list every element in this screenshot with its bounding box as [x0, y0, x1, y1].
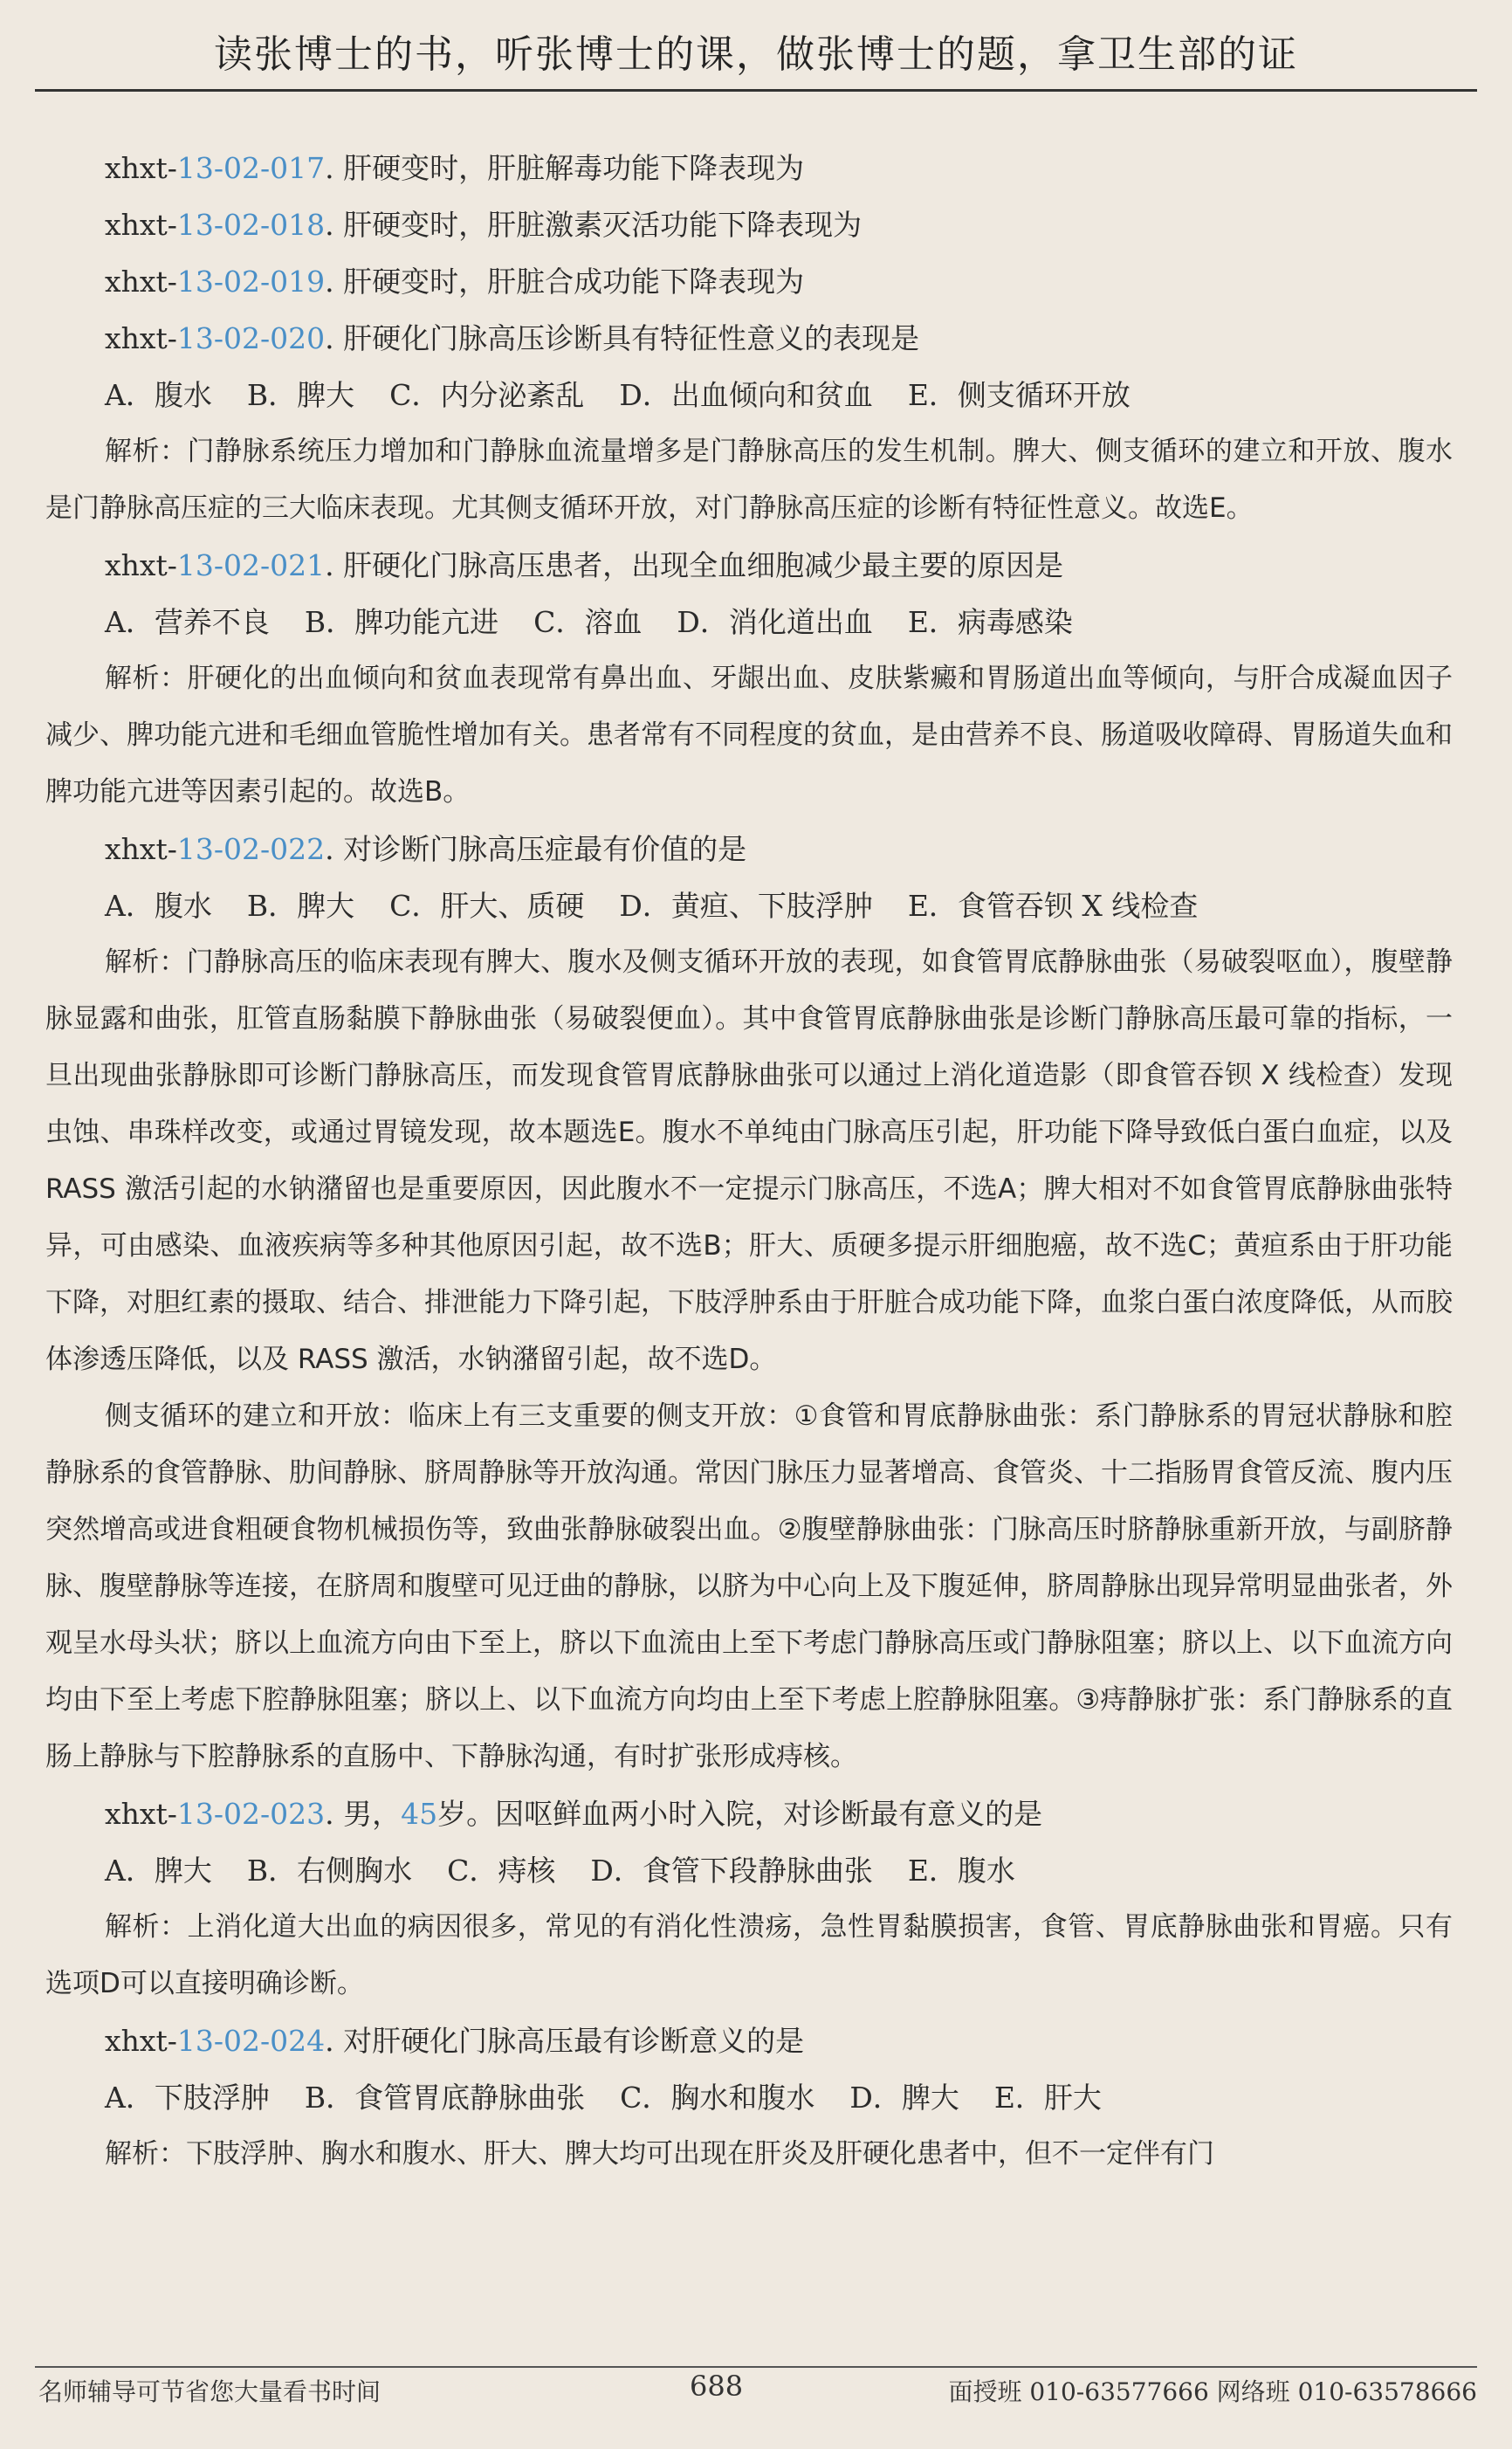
footer-slogan: 名师辅导可节省您大量看书时间 [38, 2377, 381, 2406]
question-id: xhxt- [105, 208, 177, 242]
question-number: 13-02-021 [176, 548, 326, 582]
question-id: xhxt- [105, 2024, 177, 2058]
question-number: 13-02-019 [176, 265, 326, 299]
question-id: xhxt- [105, 151, 177, 185]
question-text-rest: 岁。因呕鲜血两小时入院，对诊断最有意义的是 [437, 1797, 1043, 1831]
option-a: A．腹水 [105, 378, 212, 412]
question-id: xhxt- [105, 1797, 177, 1831]
option-a: A．腹水 [105, 889, 212, 923]
question-text: . 对诊断门脉高压症最有价值的是 [325, 832, 747, 866]
option-e: E．腹水 [907, 1854, 1015, 1888]
question-id: xhxt- [105, 321, 177, 355]
page-header: 读张博士的书，听张博士的课，做张博士的题，拿卫生部的证 [214, 32, 1298, 77]
option-b: B．右侧胸水 [246, 1854, 413, 1888]
question-018 [45, 196, 1453, 253]
option-e: E．肝大 [993, 2081, 1102, 2115]
question-021 [45, 537, 1453, 594]
option-c: C．胸水和腹水 [620, 2081, 815, 2115]
question-number: 13-02-017 [176, 151, 326, 185]
header-divider [35, 89, 1477, 92]
option-b: B．食管胃底静脉曲张 [304, 2081, 586, 2115]
question-id: xhxt- [105, 832, 177, 866]
option-e: E．侧支循环开放 [907, 378, 1131, 412]
question-number: 13-02-022 [176, 832, 326, 866]
page-number: 688 [690, 2370, 744, 2403]
footer-divider [35, 2366, 1477, 2368]
option-a: A．脾大 [105, 1854, 212, 1888]
options-023 [45, 1842, 1453, 1899]
question-id: xhxt- [105, 265, 177, 299]
analysis-023: 解析：上消化道大出血的病因很多，常见的有消化性溃疡，急性胃黏膜损害，食管、胃底静脉曲张和胃癌。只有选项D可以直接明确诊断。 [45, 1911, 1453, 1999]
option-d: D．黄疸、下肢浮肿 [619, 889, 873, 923]
question-number: 13-02-020 [176, 321, 326, 355]
option-e: E．病毒感染 [907, 605, 1073, 639]
page-content [45, 140, 1453, 2183]
analysis-024: 解析：下肢浮肿、胸水和腹水、肝大、脾大均可出现在肝炎及肝硬化患者中，但不一定伴有门 [105, 2138, 1214, 2170]
options-024 [45, 2069, 1453, 2126]
question-text: . 对肝硬化门脉高压最有诊断意义的是 [325, 2024, 805, 2058]
question-text: . 肝硬变时，肝脏解毒功能下降表现为 [325, 151, 805, 185]
question-text: . 肝硬化门脉高压患者，出现全血细胞减少最主要的原因是 [325, 548, 1064, 582]
analysis-021: 解析：肝硬化的出血倾向和贫血表现常有鼻出血、牙龈出血、皮肤紫癜和胃肠道出血等倾向，与肝合成凝血因子减少、脾功能亢进和毛细血管脆性增加有关。患者常有不同程度的贫血，是由营养不良、肠道吸收障碍、胃肠道失血和脾功能亢进等因素引起的。故选B。 [45, 663, 1453, 808]
option-c: C．肝大、质硬 [389, 889, 585, 923]
option-c: C．溶血 [533, 605, 643, 639]
question-id: xhxt- [105, 548, 177, 582]
option-e: E．食管吞钡 X 线检查 [907, 889, 1199, 923]
option-a: A．营养不良 [105, 605, 270, 639]
question-019 [45, 253, 1453, 310]
options-022 [45, 877, 1453, 934]
question-text: . 男， [325, 1797, 402, 1831]
question-022 [45, 821, 1453, 877]
option-d: D．消化道出血 [677, 605, 873, 639]
patient-age: 45 [401, 1797, 438, 1831]
question-number: 13-02-018 [176, 208, 326, 242]
option-b: B．脾大 [246, 378, 355, 412]
option-b: B．脾功能亢进 [304, 605, 499, 639]
option-c: C．内分泌紊乱 [389, 378, 585, 412]
question-023 [45, 1785, 1453, 1842]
analysis-022: 解析：门静脉高压的临床表现有脾大、腹水及侧支循环开放的表现，如食管胃底静脉曲张（易破裂呕血），腹壁静脉显露和曲张，肛管直肠黏膜下静脉曲张（易破裂便血）。其中食管胃底静脉曲张是诊断门静脉高压最可靠的指标，一旦出现曲张静脉即可诊断门静脉高压，而发现食管胃底静脉曲张可以通过上消化道造影（即食管吞钡 X 线检查）发现虫蚀、串珠样改变，或通过胃镜发现，故本题选E。腹水不单纯由门脉高压引起，肝功能下降导致低白蛋白血症，以及 RASS 激活引起的水钠潴留也是重要原因，因此腹水不一定提示门脉高压，不选A；脾大相对不如食管胃底静脉曲张特异，可由感染、血液疾病等多种其他原因引起，故不选B；肝大、质硬多提示肝细胞癌，故不选C；黄疸系由于肝功能下降，对胆红素的摄取、结合、排泄能力下降引起，下肢浮肿系由于肝脏合成功能下降，血浆白蛋白浓度降低，从而胶体渗透压降低，以及 RASS 激活，水钠潴留引起，故不选D。 [45, 946, 1453, 1375]
question-text: . 肝硬化门脉高压诊断具有特征性意义的表现是 [325, 321, 920, 355]
question-text: . 肝硬变时，肝脏合成功能下降表现为 [325, 265, 805, 299]
option-c: C．痔核 [447, 1854, 556, 1888]
question-text: . 肝硬变时，肝脏激素灭活功能下降表现为 [325, 208, 863, 242]
option-a: A．下肢浮肿 [105, 2081, 270, 2115]
options-020 [45, 367, 1453, 423]
question-number: 13-02-023 [176, 1797, 326, 1831]
analysis-020: 解析：门静脉系统压力增加和门静脉血流量增多是门静脉高压的发生机制。脾大、侧支循环的建立和开放、腹水是门静脉高压症的三大临床表现。尤其侧支循环开放，对门静脉高压症的诊断有特征性意义。故选E。 [45, 436, 1453, 524]
question-020 [45, 310, 1453, 367]
question-017 [45, 140, 1453, 196]
question-number: 13-02-024 [176, 2024, 326, 2058]
analysis-022-collateral: 侧支循环的建立和开放：临床上有三支重要的侧支开放：①食管和胃底静脉曲张：系门静脉系的胃冠状静脉和腔静脉系的食管静脉、肋间静脉、脐周静脉等开放沟通。常因门脉压力显著增高、食管炎、十二指肠胃食管反流、腹内压突然增高或进食粗硬食物机械损伤等，致曲张静脉破裂出血。②腹壁静脉曲张：门脉高压时脐静脉重新开放，与副脐静脉、腹壁静脉等连接，在脐周和腹壁可见迂曲的静脉，以脐为中心向上及下腹延伸，脐周静脉出现异常明显曲张者，外观呈水母头状；脐以上血流方向由下至上，脐以下血流由上至下考虑门静脉高压或门静脉阻塞；脐以上、以下血流方向均由下至上考虑下腔静脉阻塞；脐以上、以下血流方向均由上至下考虑上腔静脉阻塞。③痔静脉扩张：系门静脉系的直肠上静脉与下腔静脉系的直肠中、下静脉沟通，有时扩张形成痔核。 [45, 1400, 1453, 1772]
options-021 [45, 594, 1453, 650]
option-d: D．脾大 [849, 2081, 959, 2115]
option-d: D．出血倾向和贫血 [619, 378, 873, 412]
option-d: D．食管下段静脉曲张 [590, 1854, 873, 1888]
question-024 [45, 2012, 1453, 2069]
option-b: B．脾大 [246, 889, 355, 923]
footer-contact: 面授班 010-63577666 网络班 010-63578666 [948, 2377, 1477, 2406]
